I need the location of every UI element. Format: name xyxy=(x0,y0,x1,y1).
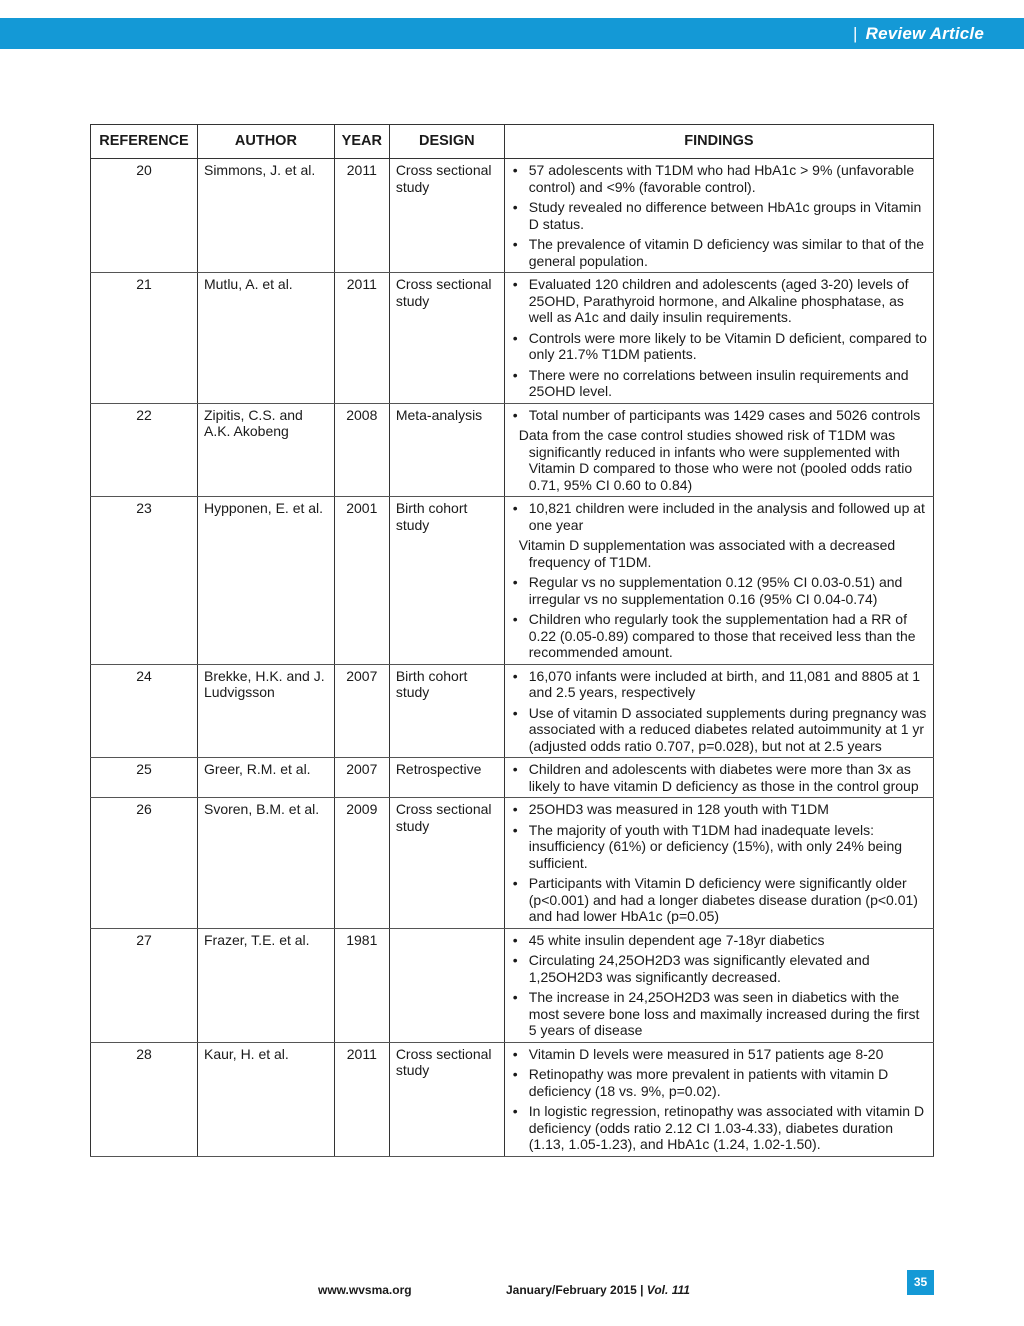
column-header-reference: REFERENCE xyxy=(91,125,198,159)
findings-cell xyxy=(504,758,933,798)
finding-text: Participants with Vitamin D deficiency were significantly older (p<0.001) and had a longer diabetes disease duration (p<0.01) and had lower HbA1c (p=0.05) xyxy=(528,875,918,924)
design-cell: Birth cohort study xyxy=(389,664,504,758)
footer-separator: | xyxy=(640,1283,644,1297)
table-row xyxy=(91,758,934,798)
finding-text: Evaluated 120 children and adolescents (aged 3-20) levels of 25OHD, Parathyroid hormone, and Alkaline phosphatase, as well as A1c and daily insulin requirements. xyxy=(528,276,909,325)
finding-item xyxy=(511,705,927,755)
column-header-author: AUTHOR xyxy=(197,125,334,159)
finding-item xyxy=(511,199,927,232)
reference-cell: 23 xyxy=(91,497,198,665)
footer-volume: Vol. 111 xyxy=(646,1283,690,1297)
finding-text: Use of vitamin D associated supplements during pregnancy was associated with a reduced diabetes related autoimmunity at 1 yr (adjusted odds ratio 0.707, p=0.028), but not at 2.5 years xyxy=(528,704,927,754)
bullet-icon: • xyxy=(512,276,518,292)
author-cell: Hypponen, E. et al. xyxy=(197,497,334,665)
author-cell: Mutlu, A. et al. xyxy=(197,273,334,404)
year-cell: 2011 xyxy=(334,1042,389,1156)
design-cell: Cross sectional study xyxy=(389,159,504,273)
bullet-icon: • xyxy=(512,704,518,721)
finding-text: The increase in 24,25OH2D3 was seen in diabetics with the most severe bone loss and maximally increased during the first 5 years of disease xyxy=(528,989,920,1038)
finding-item xyxy=(511,1046,927,1063)
findings-cell xyxy=(504,159,933,273)
footer-issue-date: January/February 2015 xyxy=(506,1283,637,1297)
finding-text: Vitamin D levels were measured in 517 patients age 8-20 xyxy=(528,1045,884,1062)
finding-text: Total number of participants was 1429 cases and 5026 controls xyxy=(528,406,921,423)
design-cell: Cross sectional study xyxy=(389,798,504,929)
year-cell: 2001 xyxy=(334,497,389,665)
author-cell: Zipitis, C.S. and A.K. Akobeng xyxy=(197,403,334,497)
finding-text: The majority of youth with T1DM had inadequate levels: insufficiency (61%) or deficiency (15%), with only 24% being sufficient. xyxy=(528,821,903,871)
section-label xyxy=(853,24,984,44)
finding-item xyxy=(511,1066,927,1099)
bullet-icon: • xyxy=(512,611,518,627)
author-cell: Frazer, T.E. et al. xyxy=(197,928,334,1042)
finding-text: Data from the case control studies showed risk of T1DM was significantly reduced in infants who were supplemented with Vitamin D compared to those who were not (pooled odds ratio 0.71, 95% CI 0.60 to 0.84) xyxy=(518,427,913,493)
design-cell xyxy=(389,928,504,1042)
column-header-findings: FINDINGS xyxy=(504,125,933,159)
year-cell: 2007 xyxy=(334,664,389,758)
column-header-year: YEAR xyxy=(334,125,389,159)
findings-cell xyxy=(504,273,933,404)
finding-text: Retinopathy was more prevalent in patients with vitamin D deficiency (18 vs. 9%, p=0.02). xyxy=(528,1066,889,1099)
finding-text: 25OHD3 was measured in 128 youth with T1DM xyxy=(528,801,829,817)
table-row xyxy=(91,798,934,929)
findings-cell xyxy=(504,928,933,1042)
finding-item xyxy=(511,611,927,661)
findings-cell xyxy=(504,497,933,665)
author-cell: Brekke, H.K. and J. Ludvigsson xyxy=(197,664,334,758)
year-cell: 1981 xyxy=(334,928,389,1042)
reference-cell: 28 xyxy=(91,1042,198,1156)
year-cell: 2007 xyxy=(334,758,389,798)
finding-text: Children and adolescents with diabetes were more than 3x as likely to have vitamin D deficiency as those in the control group xyxy=(528,761,919,794)
finding-item xyxy=(511,407,927,424)
table-row xyxy=(91,928,934,1042)
bullet-icon: • xyxy=(512,801,518,817)
finding-item xyxy=(511,932,927,949)
finding-text: Circulating 24,25OH2D3 was significantly elevated and 1,25OH2D3 was significantly decreased. xyxy=(528,952,870,985)
findings-cell xyxy=(504,664,933,758)
finding-item xyxy=(511,875,927,925)
finding-text: 16,070 infants were included at birth, and 11,081 and 8805 at 1 and 2.5 years, respectively xyxy=(528,667,921,700)
bullet-icon: • xyxy=(512,1045,518,1062)
bullet-icon: • xyxy=(512,1066,518,1082)
table-body xyxy=(91,159,934,1157)
finding-item xyxy=(511,1103,927,1153)
reference-cell: 22 xyxy=(91,403,198,497)
author-cell: Simmons, J. et al. xyxy=(197,159,334,273)
finding-text: 45 white insulin dependent age 7-18yr diabetics xyxy=(528,931,825,948)
bullet-icon: • xyxy=(512,406,518,423)
year-cell: 2011 xyxy=(334,159,389,273)
bullet-icon: • xyxy=(512,667,518,684)
design-cell: Cross sectional study xyxy=(389,273,504,404)
design-cell: Birth cohort study xyxy=(389,497,504,665)
design-cell: Cross sectional study xyxy=(389,1042,504,1156)
bullet-icon: • xyxy=(512,821,518,838)
author-cell: Kaur, H. et al. xyxy=(197,1042,334,1156)
section-separator: | xyxy=(852,24,858,43)
bullet-icon: • xyxy=(512,989,518,1005)
finding-item xyxy=(511,952,927,985)
section-title: Review Article xyxy=(865,24,984,43)
bullet-icon: • xyxy=(512,931,518,948)
table-header-row xyxy=(91,125,934,159)
header-bar xyxy=(0,18,1024,49)
bullet-icon: • xyxy=(512,875,518,891)
finding-item xyxy=(511,500,927,533)
finding-item xyxy=(511,801,927,818)
finding-item xyxy=(511,537,927,570)
finding-item xyxy=(511,236,927,269)
findings-cell xyxy=(504,798,933,929)
author-cell: Greer, R.M. et al. xyxy=(197,758,334,798)
bullet-icon: • xyxy=(512,761,518,777)
bullet-icon: • xyxy=(512,162,518,178)
bullet-icon: • xyxy=(512,952,518,968)
findings-cell xyxy=(504,1042,933,1156)
finding-text: In logistic regression, retinopathy was associated with vitamin D deficiency (odds ratio 2.12 CI 1.03-4.33), diabetes duration (1.13, 1.05-1.23), and HbA1c (1.24, 1.02-1.50). xyxy=(528,1103,925,1152)
table-row xyxy=(91,1042,934,1156)
finding-text: Study revealed no difference between HbA1c groups in Vitamin D status. xyxy=(528,199,922,232)
footer-issue xyxy=(506,1283,690,1297)
bullet-icon: • xyxy=(512,574,518,590)
bullet-icon: • xyxy=(512,1103,518,1119)
reference-cell: 25 xyxy=(91,758,198,798)
author-cell: Svoren, B.M. et al. xyxy=(197,798,334,929)
page-number-badge: 35 xyxy=(907,1270,934,1295)
finding-text: Regular vs no supplementation 0.12 (95% CI 0.03-0.51) and irregular vs no supplementation 0.16 (95% CI 0.04-0.74) xyxy=(528,574,903,607)
table-row xyxy=(91,497,934,665)
year-cell: 2011 xyxy=(334,273,389,404)
footer-website: www.wvsma.org xyxy=(318,1283,412,1297)
finding-text: Controls were more likely to be Vitamin D deficient, compared to only 21.7% T1DM patients. xyxy=(528,329,927,362)
finding-item xyxy=(511,276,927,326)
finding-item xyxy=(511,162,927,195)
finding-text: 10,821 children were included in the analysis and followed up at one year xyxy=(528,500,925,533)
finding-item xyxy=(511,989,927,1039)
reference-cell: 24 xyxy=(91,664,198,758)
table-row xyxy=(91,664,934,758)
reference-cell: 21 xyxy=(91,273,198,404)
finding-text: Children who regularly took the supplementation had a RR of 0.22 (0.05-0.89) compared to those that received less than the recommended amount. xyxy=(528,611,916,660)
bullet-icon: • xyxy=(512,329,518,346)
bullet-icon: • xyxy=(512,500,518,516)
reference-cell: 26 xyxy=(91,798,198,929)
bullet-icon: • xyxy=(512,199,518,215)
bullet-icon: • xyxy=(512,236,518,252)
column-header-design: DESIGN xyxy=(389,125,504,159)
year-cell: 2008 xyxy=(334,403,389,497)
finding-item xyxy=(511,574,927,607)
finding-item xyxy=(511,427,927,493)
finding-item xyxy=(511,668,927,701)
bullet-icon: • xyxy=(512,366,518,383)
table-row xyxy=(91,403,934,497)
table-row xyxy=(91,273,934,404)
design-cell: Meta-analysis xyxy=(389,403,504,497)
year-cell: 2009 xyxy=(334,798,389,929)
finding-text: Vitamin D supplementation was associated with a decreased frequency of T1DM. xyxy=(518,537,896,570)
finding-item xyxy=(511,330,927,363)
finding-item xyxy=(511,367,927,400)
reference-cell: 20 xyxy=(91,159,198,273)
reference-cell: 27 xyxy=(91,928,198,1042)
finding-text: The prevalence of vitamin D deficiency was similar to that of the general population. xyxy=(528,236,925,269)
table-row xyxy=(91,159,934,273)
finding-item xyxy=(511,822,927,872)
design-cell: Retrospective xyxy=(389,758,504,798)
findings-cell xyxy=(504,403,933,497)
references-table xyxy=(90,124,934,1157)
finding-text: 57 adolescents with T1DM who had HbA1c > 9% (unfavorable control) and <9% (favorable control). xyxy=(528,162,915,195)
finding-text: There were no correlations between insulin requirements and 25OHD level. xyxy=(528,366,909,399)
finding-item xyxy=(511,761,927,794)
